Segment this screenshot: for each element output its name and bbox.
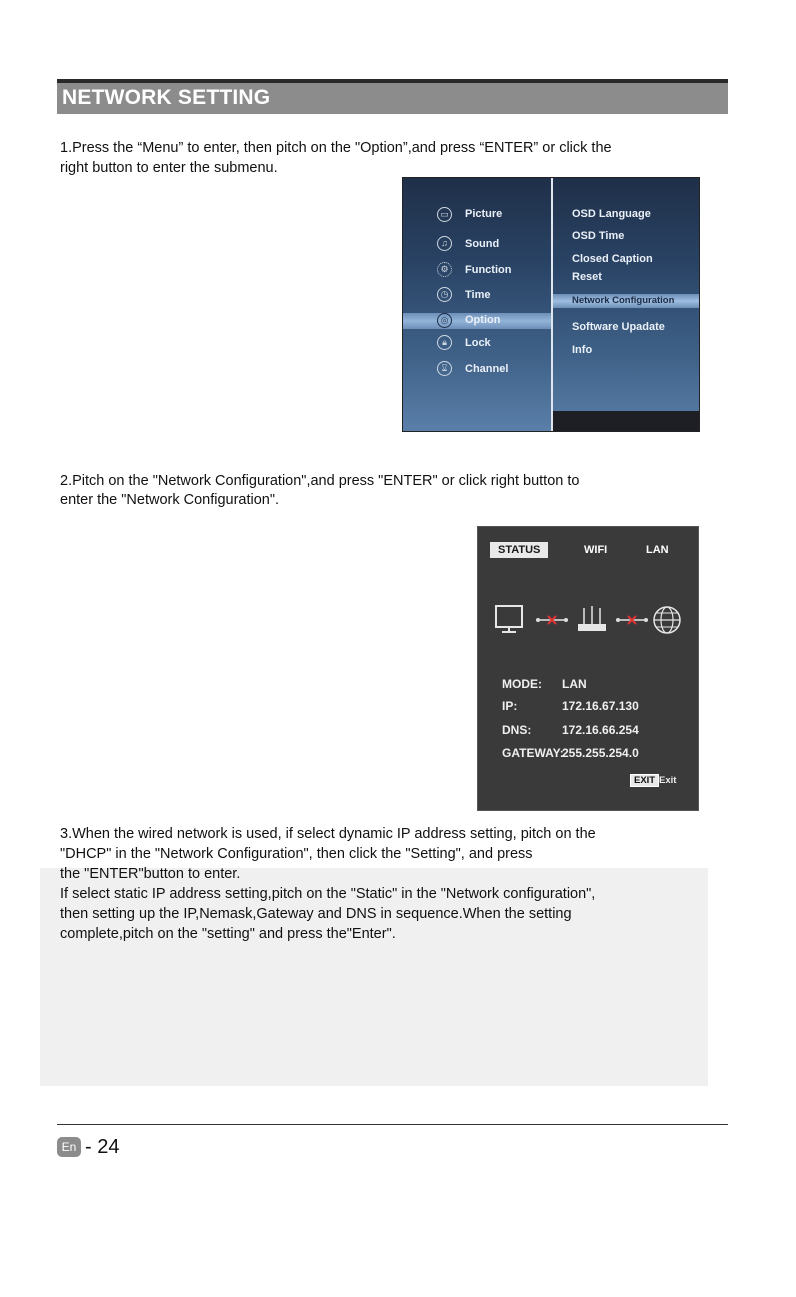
submenu-network-configuration[interactable]: Network Configuration <box>572 295 675 306</box>
channel-icon: ⌛︎ <box>437 361 452 376</box>
menu-item-option[interactable]: Option <box>465 314 501 326</box>
page-number: - 24 <box>85 1136 120 1158</box>
page-title: NETWORK SETTING <box>62 86 271 109</box>
step3-line2: "DHCP" in the "Network Configuration", then click the "Setting", and press <box>60 846 533 862</box>
menu-item-channel[interactable]: Channel <box>465 363 509 375</box>
menu-screenshot <box>402 177 700 432</box>
submenu-closed-caption[interactable]: Closed Caption <box>572 253 653 265</box>
step3-line5: then setting up the IP,Nemask,Gateway and DNS in sequence.When the setting <box>60 906 572 922</box>
sound-icon: ♫ <box>437 236 452 251</box>
submenu-osd-time[interactable]: OSD Time <box>572 230 625 242</box>
dns-value: 172.16.66.254 <box>562 723 639 737</box>
ip-value: 172.16.67.130 <box>562 699 639 713</box>
step3-line4: If select static IP address setting,pitch on the "Static" in the "Network configuration", <box>60 886 596 902</box>
submenu-footer <box>553 411 699 431</box>
menu-item-picture[interactable]: Picture <box>465 208 503 220</box>
tab-lan[interactable]: LAN <box>646 544 669 556</box>
submenu-osd-language[interactable]: OSD Language <box>572 208 651 220</box>
exit-label: Exit <box>659 775 677 786</box>
lock-icon: 🔒︎ <box>437 335 452 350</box>
submenu-info[interactable]: Info <box>572 344 593 356</box>
network-status-screenshot <box>477 526 699 811</box>
globe-icon <box>654 607 680 633</box>
exit-key-button[interactable]: EXIT <box>630 774 659 787</box>
function-gear-icon: ⚙ <box>437 262 452 277</box>
router-icon <box>578 606 606 631</box>
link-connector-icon <box>616 616 648 624</box>
step3-line6: complete,pitch on the "setting" and press the"Enter". <box>60 926 396 942</box>
dns-label: DNS: <box>502 723 532 737</box>
step3-line3: the "ENTER"button to enter. <box>60 866 241 882</box>
step2-line1: 2.Pitch on the "Network Configuration",and press "ENTER" or click right button to <box>60 473 580 489</box>
menu-divider <box>551 178 553 431</box>
submenu-reset[interactable]: Reset <box>572 271 602 283</box>
step3-line1: 3.When the wired network is used, if select dynamic IP address setting, pitch on the <box>60 826 596 842</box>
step1-line2: right button to enter the submenu. <box>60 160 278 176</box>
language-badge: En <box>57 1137 81 1157</box>
menu-item-function[interactable]: Function <box>465 264 512 276</box>
gateway-value: 255.255.254.0 <box>562 746 639 760</box>
time-icon: ◷ <box>437 287 452 302</box>
mode-label: MODE: <box>502 677 542 691</box>
tab-status[interactable]: STATUS <box>490 542 548 558</box>
connection-diagram <box>492 602 688 638</box>
tv-icon <box>496 606 522 632</box>
picture-icon: ▭ <box>437 207 452 222</box>
step2-line2: enter the "Network Configuration". <box>60 492 280 508</box>
submenu-software-update[interactable]: Software Upadate <box>572 321 665 333</box>
footer-rule <box>57 1124 728 1125</box>
mode-value: LAN <box>562 677 587 691</box>
menu-item-sound[interactable]: Sound <box>465 238 500 250</box>
menu-item-time[interactable]: Time <box>465 289 491 301</box>
menu-item-lock[interactable]: Lock <box>465 337 491 349</box>
option-icon: ◎ <box>437 313 452 328</box>
link-connector-icon <box>536 616 568 624</box>
step1-line1: 1.Press the “Menu” to enter, then pitch on the "Option”,and press “ENTER” or click the <box>60 140 612 156</box>
ip-label: IP: <box>502 699 518 713</box>
gateway-label: GATEWAY: <box>502 746 564 760</box>
tab-wifi[interactable]: WIFI <box>584 544 608 556</box>
